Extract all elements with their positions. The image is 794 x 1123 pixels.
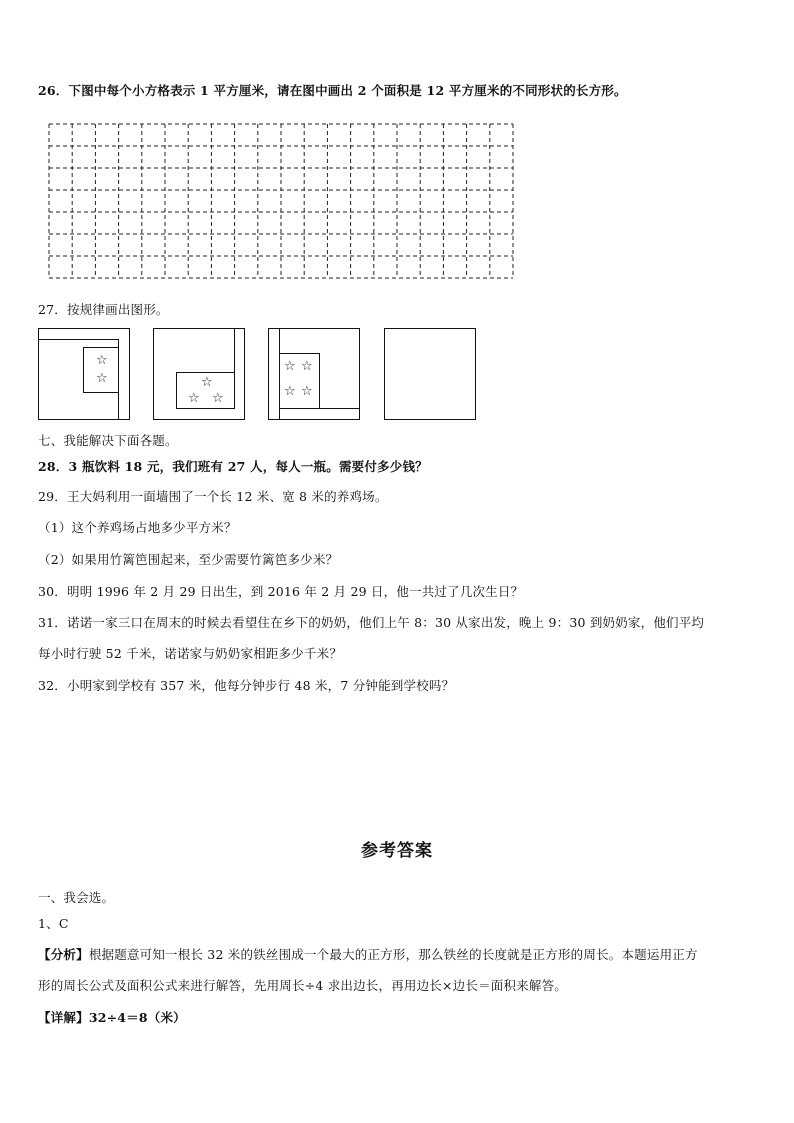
section-7-title: 七、我能解决下面各题。 [38, 433, 178, 448]
answer-section-1: 一、我会选。 [38, 890, 115, 905]
answer-analysis-line1 [38, 946, 698, 964]
answer-detail [38, 1009, 186, 1027]
star-icon: ☆ [188, 391, 200, 406]
pattern-figure-2 [153, 328, 245, 420]
analysis-text-1: 根据题意可知一根长 32 米的铁丝围成一个最大的正方形，那么铁丝的长度就是正方形的周长。本题运用正方 [88, 947, 698, 962]
question-31-text-line1: 诺诺一家三口在周末的时候去看望住在乡下的奶奶，他们上午 8：30 从家出发，晚上 9：30 到奶奶家，他们平均 [67, 615, 705, 630]
question-26 [38, 82, 627, 100]
pattern-figure-1 [38, 328, 130, 420]
figure-3-star-box [279, 353, 320, 409]
star-icon: ☆ [284, 359, 296, 374]
question-27-number: 27． [38, 302, 68, 317]
star-icon: ☆ [212, 391, 224, 406]
question-28 [38, 458, 428, 476]
question-29-text: 王大妈利用一面墙围了一个长 12 米、宽 8 米的养鸡场。 [67, 489, 388, 504]
question-29-sub2: （2）如果用竹篱笆围起来，至少需要竹篱笆多少米？ [38, 552, 339, 567]
figure-2-star-box [176, 372, 235, 409]
question-29-number: 29． [38, 489, 68, 504]
star-icon: ☆ [96, 353, 108, 368]
question-30 [38, 583, 523, 601]
detail-text: 32÷4＝8（米） [88, 1010, 186, 1025]
question-32-text: 小明家到学校有 357 米，他每分钟步行 48 米，7 分钟能到学校吗？ [67, 678, 455, 693]
question-26-number: 26． [38, 83, 69, 98]
question-32 [38, 677, 454, 695]
pattern-figure-4-answer-box[interactable] [384, 328, 476, 420]
question-27-text: 按规律画出图形。 [67, 302, 169, 317]
star-icon: ☆ [96, 371, 108, 386]
question-32-number: 32． [38, 678, 68, 693]
question-27 [38, 301, 169, 319]
question-28-number: 28． [38, 459, 69, 474]
star-icon: ☆ [301, 359, 313, 374]
question-28-text: 3 瓶饮料 18 元，我们班有 27 人，每人一瓶。需要付多少钱？ [68, 459, 428, 474]
star-icon: ☆ [201, 375, 213, 390]
square-grid[interactable] [48, 123, 514, 279]
question-29 [38, 488, 388, 506]
question-26-text: 下图中每个小方格表示 1 平方厘米，请在图中画出 2 个面积是 12 平方厘米的不同形状的长方形。 [68, 83, 627, 98]
detail-tag: 【详解】 [38, 1010, 89, 1025]
question-31-number: 31． [38, 615, 68, 630]
question-29-sub1: （1）这个养鸡场占地多少平方米？ [38, 520, 237, 535]
answer-item-1: 1、C [38, 916, 69, 931]
question-31 [38, 614, 704, 632]
star-icon: ☆ [284, 384, 296, 399]
figure-1-star-box [83, 347, 119, 393]
answer-key-heading: 参考答案 [361, 841, 433, 861]
analysis-tag: 【分析】 [38, 947, 89, 962]
pattern-figure-3 [268, 328, 360, 420]
answer-analysis-line2: 形的周长公式及面积公式来进行解答，先用周长÷4 求出边长，再用边长×边长＝面积来解答。 [38, 978, 567, 993]
question-30-text: 明明 1996 年 2 月 29 日出生，到 2016 年 2 月 29 日，他一共过了几次生日？ [67, 584, 524, 599]
figure-1-inner-line [39, 339, 119, 340]
question-30-number: 30． [38, 584, 68, 599]
star-icon: ☆ [301, 384, 313, 399]
question-31-line2: 每小时行驶 52 千米，诺诺家与奶奶家相距多少千米？ [38, 646, 343, 661]
